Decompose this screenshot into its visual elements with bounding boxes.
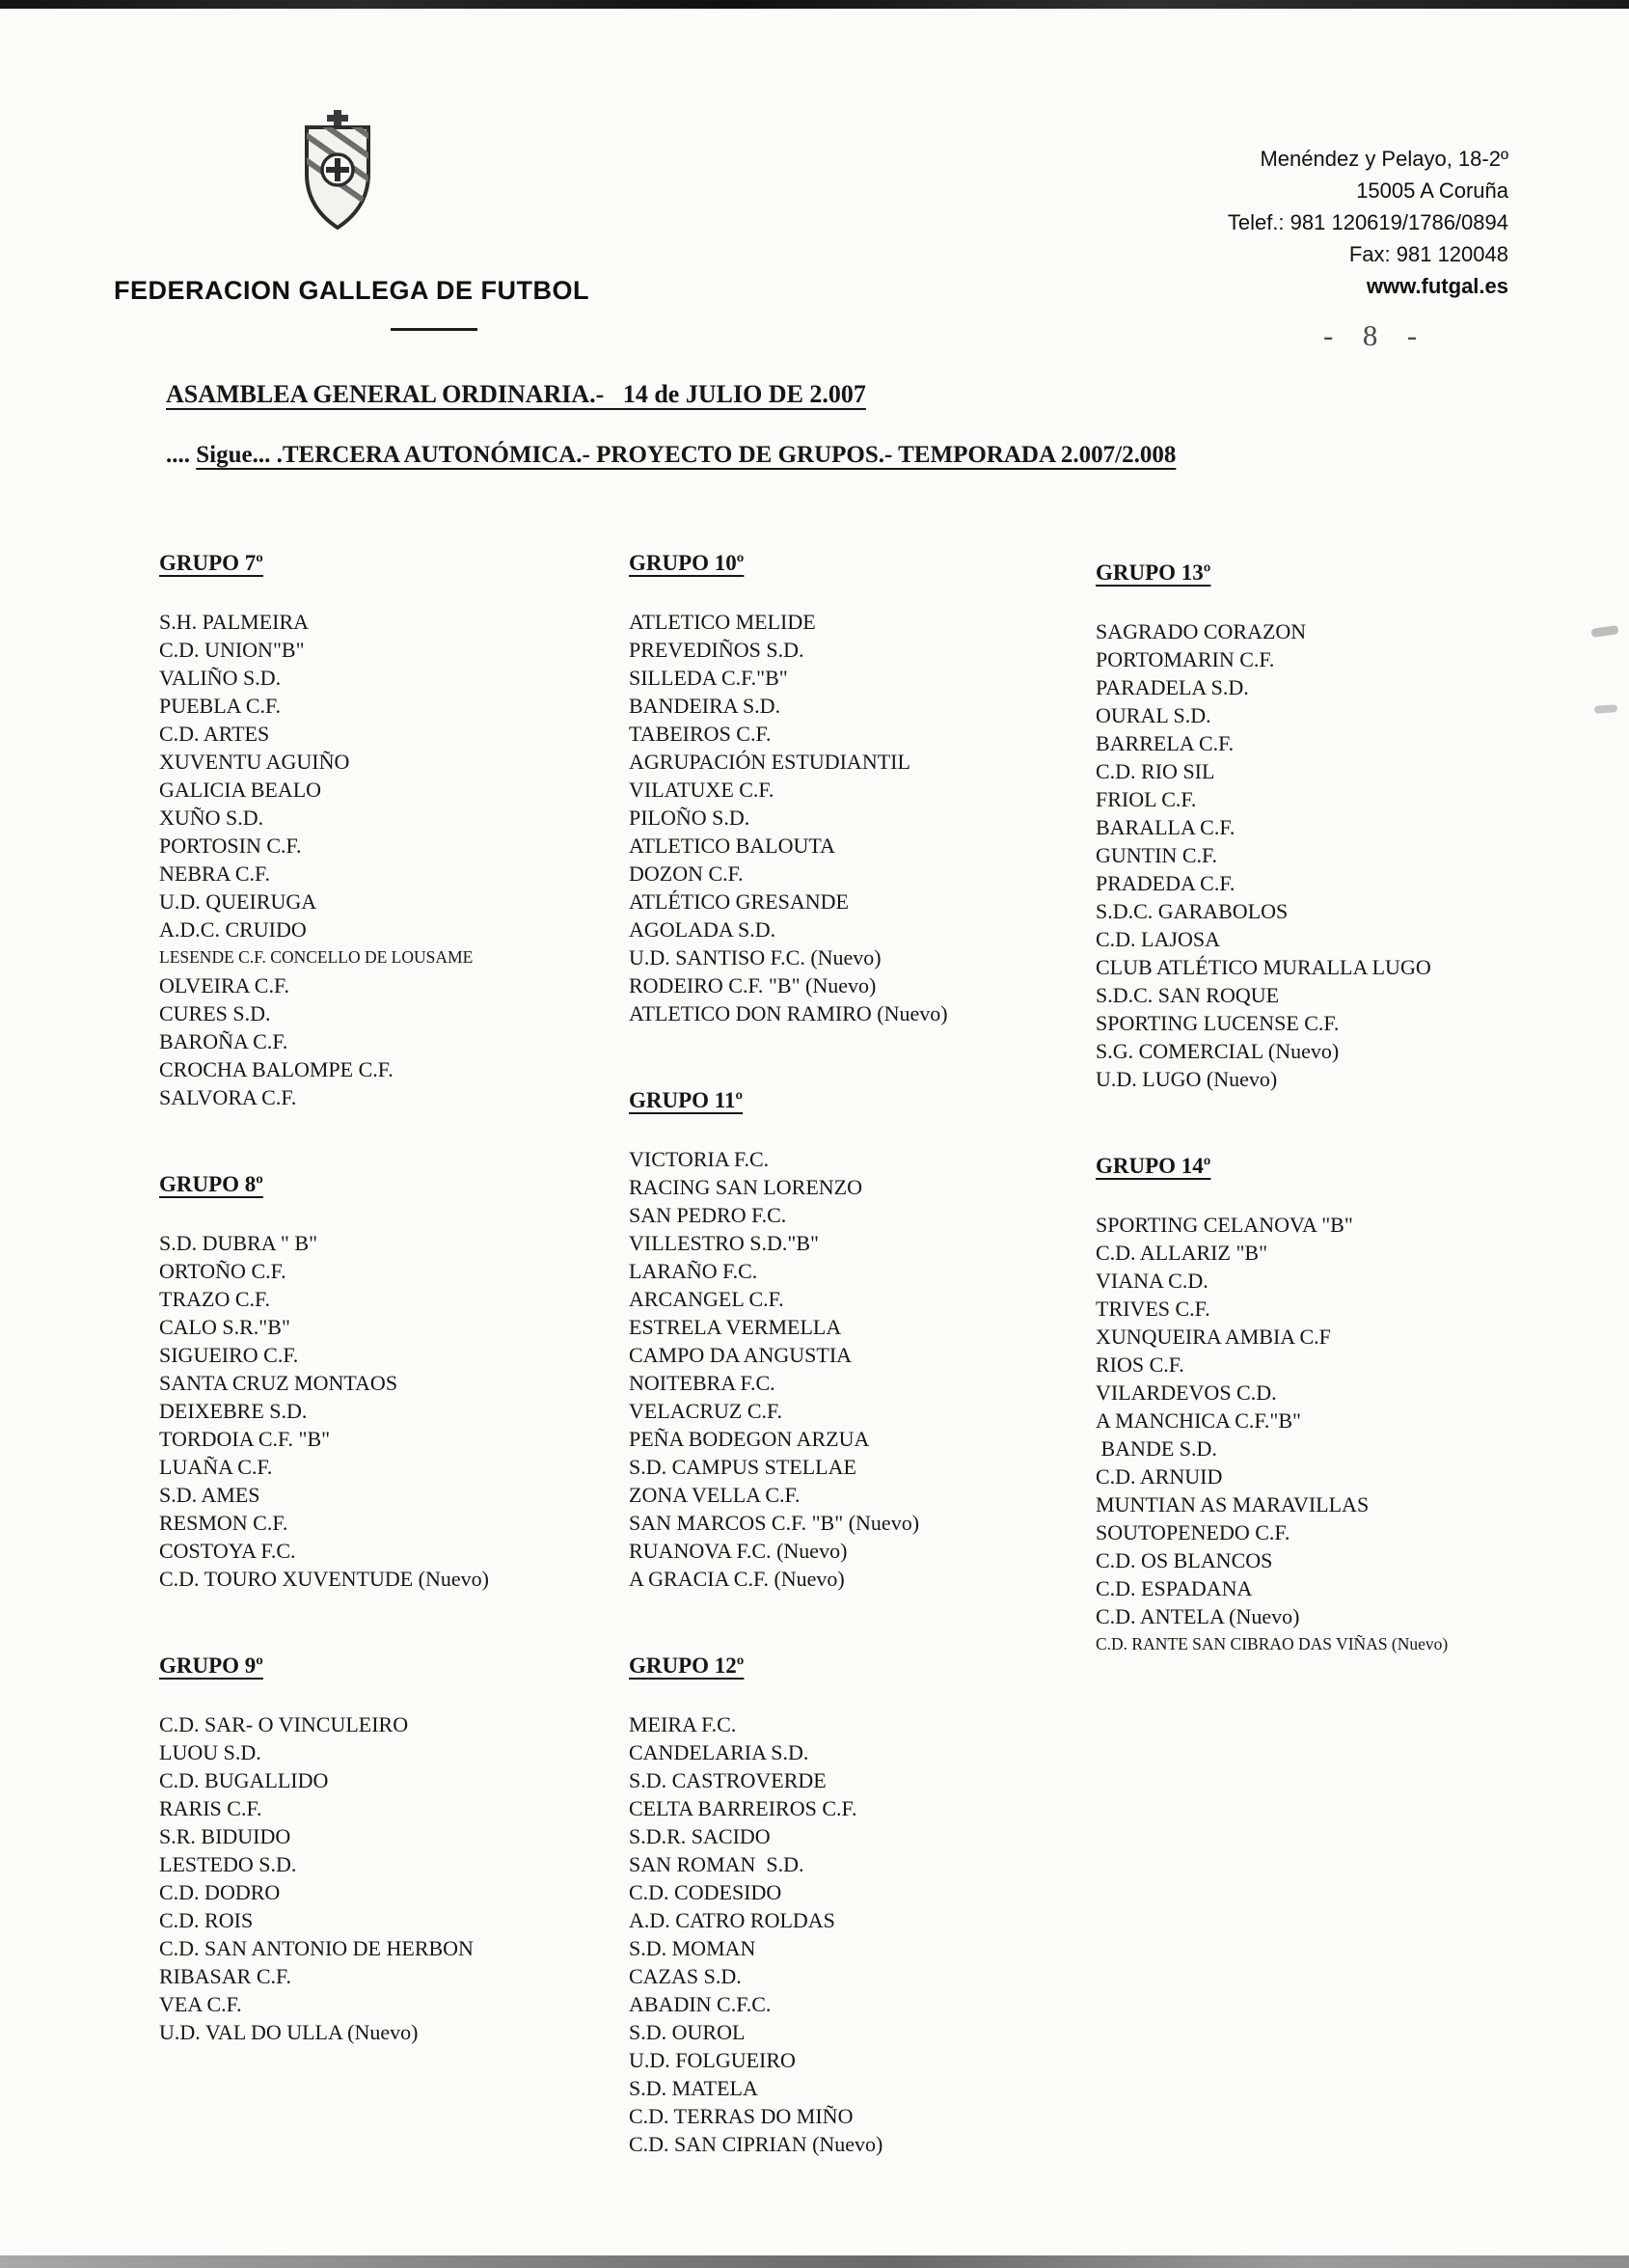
scan-edge-top [0,0,1629,9]
team-item: CALO S.R."B" [159,1315,290,1339]
team-item: C.D. TOURO XUVENTUDE (Nuevo) [159,1567,489,1591]
org-name: FEDERACION GALLEGA DE FUTBOL [114,276,589,305]
team-item: S.D.C. GARABOLOS [1096,899,1289,923]
team-item: S.R. BIDUIDO [159,1824,291,1848]
subtitle-main: Sigue... .TERCERA AUTONÓMICA.- PROYECTO DE GRUPOS.- TEMPORADA 2.007/2.008 [196,442,1177,468]
team-item: C.D. DODRO [159,1880,281,1904]
team-item: ARCANGEL C.F. [629,1287,784,1311]
team-item: A MANCHICA C.F."B" [1096,1408,1302,1433]
groups-column-2 [629,550,1092,2158]
team-item: BAROÑA C.F. [159,1029,288,1053]
team-item: LUOU S.D. [159,1740,261,1764]
team-item: PUEBLA C.F. [159,694,281,718]
team-item: VILATUXE C.F. [629,778,774,802]
team-item: C.D. ROIS [159,1908,254,1932]
group-block [629,550,1092,1027]
team-item: MEIRA F.C. [629,1712,737,1736]
team-item: S.D. MATELA [629,2076,758,2100]
team-item: PRADEDA C.F. [1096,871,1235,895]
team-item: U.D. FOLGUEIRO [629,2048,796,2072]
team-item: PARADELA S.D. [1096,675,1249,699]
team-item: PORTOMARIN C.F. [1096,647,1275,671]
team-item: SALVORA C.F. [159,1085,297,1109]
team-item: CROCHA BALOMPE C.F. [159,1057,394,1081]
team-item: BARRELA C.F. [1096,731,1235,755]
team-item: DEIXEBRE S.D. [159,1399,308,1423]
team-item: SIGUEIRO C.F. [159,1343,299,1367]
team-item: U.D. QUEIRUGA [159,889,317,914]
team-item: LARAÑO F.C. [629,1259,758,1283]
team-item: CLUB ATLÉTICO MURALLA LUGO [1096,955,1431,979]
team-item: S.D.C. SAN ROQUE [1096,983,1280,1007]
team-item: S.D. AMES [159,1483,260,1507]
team-item: C.D. ARTES [159,722,270,746]
team-item: LUAÑA C.F. [159,1455,273,1479]
team-item: VALIÑO S.D. [159,666,282,690]
groups-column-3 [1096,560,1559,1658]
team-item: C.D. SAR- O VINCULEIRO [159,1712,409,1736]
group-block [1096,560,1559,1093]
group-block [159,1171,622,1593]
address-phone: Telef.: 981 120619/1786/0894 [1227,210,1508,234]
team-item: LESTEDO S.D. [159,1852,297,1876]
groups-column-1 [159,550,622,2046]
address-street: Menéndez y Pelayo, 18-2º [1260,147,1508,171]
team-item: SAN PEDRO F.C. [629,1203,787,1227]
document-subtitle [166,442,1176,469]
group-block [159,550,622,1111]
team-item: GALICIA BEALO [159,778,322,802]
team-item: S.D. CASTROVERDE [629,1768,827,1792]
team-item: VEA C.F. [159,1992,242,2016]
team-item: VILLESTRO S.D."B" [629,1231,820,1255]
team-item: PILOÑO S.D. [629,806,750,830]
team-item: ORTOÑO C.F. [159,1259,286,1283]
team-item: ESTRELA VERMELLA [629,1315,842,1339]
scan-smudge-mark [1594,704,1617,714]
group-block [629,1087,1092,1593]
team-item: CAMPO DA ANGUSTIA [629,1343,853,1367]
team-item: C.D. SAN CIPRIAN (Nuevo) [629,2132,883,2156]
team-item: A.D. CATRO ROLDAS [629,1908,835,1932]
team-item: ATLETICO MELIDE [629,610,816,634]
team-item: DOZON C.F. [629,861,744,886]
group-heading: GRUPO 13º [1096,560,1211,585]
team-item: S.D. MOMAN [629,1936,756,1960]
team-item: ATLETICO DON RAMIRO (Nuevo) [629,1001,948,1025]
team-item: OLVEIRA C.F. [159,973,289,997]
team-item: BARALLA C.F. [1096,815,1235,839]
team-item: C.D. ANTELA (Nuevo) [1096,1604,1300,1628]
team-item: C.D. TERRAS DO MIÑO [629,2104,854,2128]
group-heading: GRUPO 9º [159,1653,263,1678]
team-item: C.D. UNION"B" [159,638,305,662]
team-item: TABEIROS C.F. [629,722,772,746]
team-item: C.D. SAN ANTONIO DE HERBON [159,1936,474,1960]
team-item: XUÑO S.D. [159,806,264,830]
address-fax: Fax: 981 120048 [1348,242,1508,266]
scan-edge-bottom [0,2255,1629,2268]
group-block [1096,1153,1559,1658]
team-item: U.D. SANTISO F.C. (Nuevo) [629,945,882,970]
team-item: C.D. ESPADANA [1096,1576,1253,1600]
page-number: - 8 - [1323,318,1423,352]
team-item: RARIS C.F. [159,1796,262,1820]
team-item: S.D. CAMPUS STELLAE [629,1455,856,1479]
team-item: COSTOYA F.C. [159,1539,296,1563]
team-item: RUANOVA F.C. (Nuevo) [629,1539,848,1563]
team-item: SPORTING CELANOVA "B" [1096,1213,1353,1237]
team-item: RODEIRO C.F. "B" (Nuevo) [629,973,877,997]
team-item: BANDEIRA S.D. [629,694,781,718]
team-item: AGRUPACIÓN ESTUDIANTIL [629,750,910,774]
team-item: C.D. CODESIDO [629,1880,782,1904]
group-heading: GRUPO 14º [1096,1154,1211,1178]
team-item: VIANA C.D. [1096,1269,1208,1293]
team-item: PEÑA BODEGON ARZUA [629,1427,870,1451]
team-item: BANDE S.D. [1096,1436,1217,1461]
team-item: ABADIN C.F.C. [629,1992,772,2016]
team-item: SOUTOPENEDO C.F. [1096,1520,1290,1544]
team-item: CAZAS S.D. [629,1964,742,1988]
team-item: NOITEBRA F.C. [629,1371,775,1395]
team-item: TORDOIA C.F. "B" [159,1427,331,1451]
team-item: VELACRUZ C.F. [629,1399,782,1423]
org-name-underline [391,328,477,331]
team-item: SAGRADO CORAZON [1096,619,1307,643]
team-item: C.D. ARNUID [1096,1464,1223,1489]
scan-smudge-mark [1591,625,1619,638]
team-item: RIBASAR C.F. [159,1964,292,1988]
team-item: SPORTING LUCENSE C.F. [1096,1011,1340,1035]
team-item: RESMON C.F. [159,1511,288,1535]
team-item: VICTORIA F.C. [629,1147,770,1171]
team-item: CELTA BARREIROS C.F. [629,1796,857,1820]
team-item: ATLÉTICO GRESANDE [629,889,849,914]
address-city: 15005 A Coruña [1356,178,1508,203]
team-item: U.D. VAL DO ULLA (Nuevo) [159,2020,419,2044]
team-item: XUNQUEIRA AMBIA C.F [1096,1325,1331,1349]
team-item: S.H. PALMEIRA [159,610,310,634]
team-item: C.D. ALLARIZ "B" [1096,1241,1268,1265]
team-item: XUVENTU AGUIÑO [159,750,350,774]
team-item: TRAZO C.F. [159,1287,270,1311]
team-item: SAN MARCOS C.F. "B" (Nuevo) [629,1511,920,1535]
team-item: SAN ROMAN S.D. [629,1852,804,1876]
team-item: C.D. LAJOSA [1096,927,1220,951]
team-item: ATLETICO BALOUTA [629,833,835,858]
subtitle-prefix: .... [166,442,197,468]
team-item: TRIVES C.F. [1096,1297,1210,1321]
federation-shield-crest-icon [289,110,386,235]
document-title: ASAMBLEA GENERAL ORDINARIA.- 14 de JULIO DE 2.007 [166,380,866,408]
team-item: RIOS C.F. [1096,1353,1184,1377]
team-item: A GRACIA C.F. (Nuevo) [629,1567,845,1591]
group-heading: GRUPO 11º [629,1088,744,1112]
team-item: LESENDE C.F. CONCELLO DE LOUSAME [159,947,474,967]
team-item: CURES S.D. [159,1001,271,1025]
team-item: S.D. DUBRA " B" [159,1231,318,1255]
team-item: RACING SAN LORENZO [629,1175,862,1199]
team-item: S.G. COMERCIAL (Nuevo) [1096,1039,1340,1063]
group-heading: GRUPO 12º [629,1653,745,1678]
team-item: C.D. OS BLANCOS [1096,1548,1273,1572]
team-item: FRIOL C.F. [1096,787,1197,811]
team-item: C.D. BUGALLIDO [159,1768,329,1792]
team-item: VILARDEVOS C.D. [1096,1380,1277,1405]
group-heading: GRUPO 8º [159,1172,263,1196]
team-item: CANDELARIA S.D. [629,1740,809,1764]
group-block [159,1653,622,2046]
team-item: U.D. LUGO (Nuevo) [1096,1067,1278,1091]
team-item: PREVEDIÑOS S.D. [629,638,804,662]
team-item: OURAL S.D. [1096,703,1211,727]
team-item: PORTOSIN C.F. [159,833,302,858]
team-item: C.D. RANTE SAN CIBRAO DAS VIÑAS (Nuevo) [1096,1634,1449,1653]
team-item: A.D.C. CRUIDO [159,917,307,942]
team-item: NEBRA C.F. [159,861,270,886]
team-item: SANTA CRUZ MONTAOS [159,1371,398,1395]
team-item: S.D. OUROL [629,2020,746,2044]
team-item: MUNTIAN AS MARAVILLAS [1096,1492,1370,1517]
team-item: AGOLADA S.D. [629,917,776,942]
team-item: C.D. RIO SIL [1096,759,1215,783]
team-item: ZONA VELLA C.F. [629,1483,801,1507]
team-item: SILLEDA C.F."B" [629,666,788,690]
group-heading: GRUPO 7º [159,551,263,575]
team-item: S.D.R. SACIDO [629,1824,771,1848]
team-item: GUNTIN C.F. [1096,843,1217,867]
group-block [629,1653,1092,2158]
address-block [1228,143,1508,302]
group-heading: GRUPO 10º [629,551,745,575]
website-url: www.futgal.es [1366,274,1508,298]
